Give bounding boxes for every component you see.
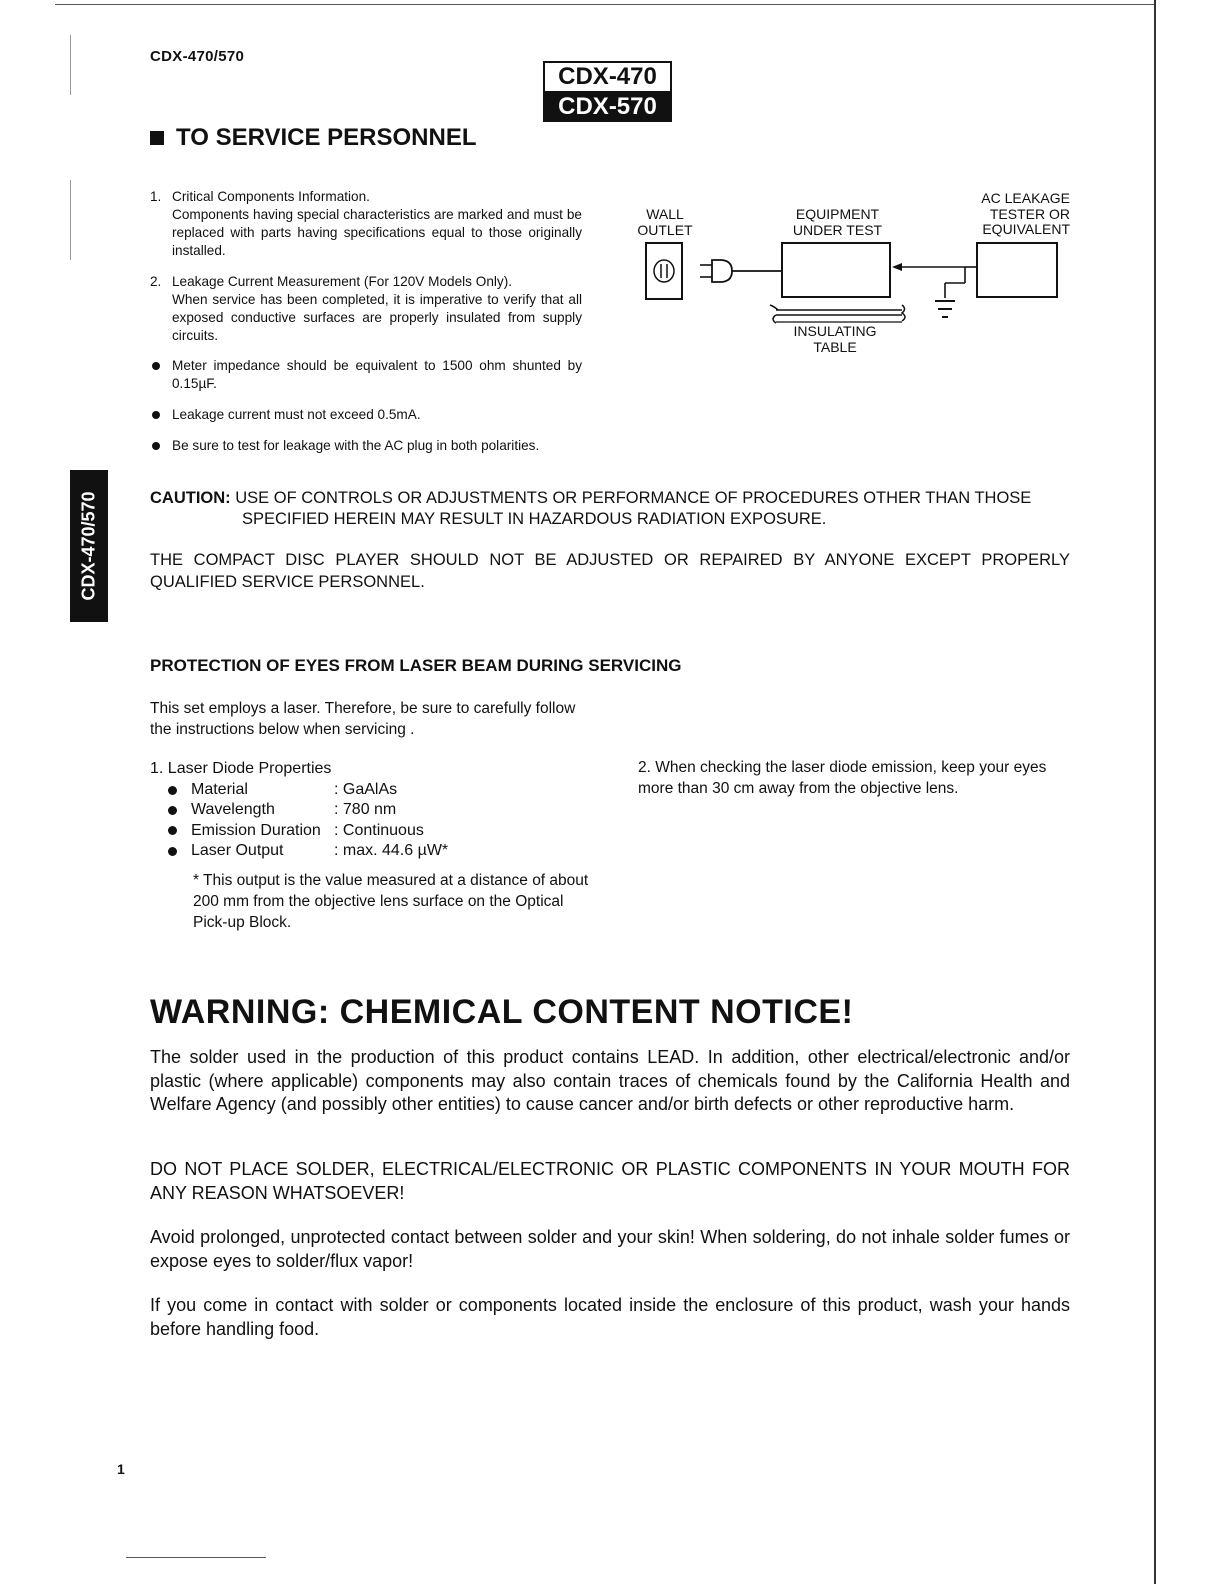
warning-paragraph: DO NOT PLACE SOLDER, ELECTRICAL/ELECTRONIC OR PLASTIC COMPONENTS IN YOUR MOUTH FOR ANY REASON WHATSOEVER! xyxy=(150,1159,1070,1203)
equipment-box xyxy=(782,243,890,297)
warning-title: WARNING: CHEMICAL CONTENT NOTICE! xyxy=(150,993,854,1031)
bullet-dot-icon xyxy=(168,786,177,795)
square-bullet-icon xyxy=(150,131,164,145)
left-margin-mark xyxy=(70,180,71,260)
bullet-dot-icon xyxy=(168,806,177,815)
property-value: : 780 nm xyxy=(334,801,397,819)
leakage-test-diagram xyxy=(620,185,1080,375)
caution-notice xyxy=(150,488,1070,530)
property-key: Emission Duration xyxy=(191,821,321,839)
left-margin-mark xyxy=(70,35,71,95)
bullet-text: Be sure to test for leakage with the AC plug in both polarities. xyxy=(172,438,540,453)
item-number: 2. xyxy=(150,274,162,289)
property-row xyxy=(168,841,448,861)
top-border-line xyxy=(55,4,1155,5)
side-tab-label: CDX-470/570 xyxy=(78,491,99,601)
bullet-dot-icon xyxy=(168,826,177,835)
bullet-dot-icon xyxy=(168,847,177,856)
ground-icon xyxy=(935,301,955,317)
service-bullet xyxy=(150,357,582,393)
service-item-2 xyxy=(150,273,582,345)
property-row xyxy=(168,800,448,820)
laser-properties xyxy=(168,780,448,861)
property-key: Material xyxy=(191,781,248,798)
arrow-icon xyxy=(892,263,902,271)
bottom-rule xyxy=(126,1557,266,1558)
right-border-line xyxy=(1154,0,1156,1584)
model-box-cdx570: CDX-570 xyxy=(543,93,672,122)
warning-paragraph: The solder used in the production of this product contains LEAD. In addition, other electrical/electronic and/or plastic (where applicable) components may also contain traces of chemicals found by the California Health and Welfare Agency (and possibly other entities) to cause cancer and/or birth defects or other reproductive harm. xyxy=(150,1047,1070,1114)
side-model-tab xyxy=(70,470,108,622)
bullet-text: Meter impedance should be equivalent to 1500 ohm shunted by 0.15µF. xyxy=(172,358,582,391)
property-key: Wavelength xyxy=(191,801,275,819)
warning-paragraph: If you come in contact with solder or components located inside the enclosure of this product, wash your hands before handling food. xyxy=(150,1295,1070,1339)
compact-disc-notice: THE COMPACT DISC PLAYER SHOULD NOT BE ADJUSTED OR REPAIRED BY ANYONE EXCEPT PROPERLY QUALIFIED SERVICE PERSONNEL. xyxy=(150,551,1070,591)
bullet-dot-icon xyxy=(152,362,160,370)
caution-line-2: SPECIFIED HEREIN MAY RESULT IN HAZARDOUS RADIATION EXPOSURE. xyxy=(242,510,827,528)
property-value: : Continuous xyxy=(334,821,424,839)
insulating-table-label: INSULATING TABLE xyxy=(793,323,877,355)
bullet-dot-icon xyxy=(152,442,160,450)
service-item-1 xyxy=(150,188,582,260)
laser-footnote: * This output is the value measured at a distance of about 200 mm from the objective lens surface on the Optical Pick-up Block. xyxy=(193,872,589,931)
tester-box xyxy=(977,243,1057,297)
model-box-cdx470: CDX-470 xyxy=(543,61,672,93)
wall-outlet-label: WALL OUTLET xyxy=(637,206,693,238)
property-row xyxy=(168,780,448,800)
equipment-label: EQUIPMENT UNDER TEST xyxy=(792,206,883,238)
item-number: 1. xyxy=(150,189,162,204)
page-number: 1 xyxy=(117,1461,125,1477)
bullet-text: Leakage current must not exceed 0.5mA. xyxy=(172,407,421,422)
laser-item-2: 2. When checking the laser diode emission, keep your eyes more than 30 cm away from the objective lens. xyxy=(638,759,1047,797)
property-row xyxy=(168,821,448,841)
laser-diode-title: 1. Laser Diode Properties xyxy=(150,760,332,777)
insulating-table-icon xyxy=(770,305,905,323)
laser-heading: PROTECTION OF EYES FROM LASER BEAM DURING SERVICING xyxy=(150,656,682,675)
model-code: CDX-470/570 xyxy=(150,48,245,65)
caution-line-1: USE OF CONTROLS OR ADJUSTMENTS OR PERFORMANCE OF PROCEDURES OTHER THAN THOSE xyxy=(235,489,1032,507)
diagram-drawing xyxy=(620,185,1080,375)
section-title xyxy=(150,124,477,152)
bullet-dot-icon xyxy=(152,411,160,419)
property-key: Laser Output xyxy=(191,841,284,859)
model-box xyxy=(543,61,672,122)
item-text: Critical Components Information. Components having special characteristics are marked and must be replaced with parts having specifications equal to those originally installed. xyxy=(172,189,582,258)
property-value: : GaAlAs xyxy=(334,781,398,798)
service-bullet xyxy=(150,437,582,455)
caution-label: CAUTION: xyxy=(150,489,231,507)
laser-intro: This set employs a laser. Therefore, be sure to carefully follow the instructions below when servicing . xyxy=(150,700,576,738)
service-bullet xyxy=(150,406,582,424)
item-text: Leakage Current Measurement (For 120V Models Only). When service has been completed, it is imperative to verify that all exposed conductive surfaces are properly insulated from supply circuits. xyxy=(172,274,582,343)
ac-plug-icon xyxy=(700,260,782,282)
wall-outlet-icon xyxy=(646,243,682,299)
property-value: : max. 44.6 µW* xyxy=(334,841,449,859)
warning-paragraph: Avoid prolonged, unprotected contact between solder and your skin! When soldering, do not inhale solder fumes or expose eyes to solder/flux vapor! xyxy=(150,1227,1070,1271)
tester-label: AC LEAKAGE TESTER OR EQUIVALENT xyxy=(981,190,1070,237)
section-title-text: TO SERVICE PERSONNEL xyxy=(176,124,477,151)
